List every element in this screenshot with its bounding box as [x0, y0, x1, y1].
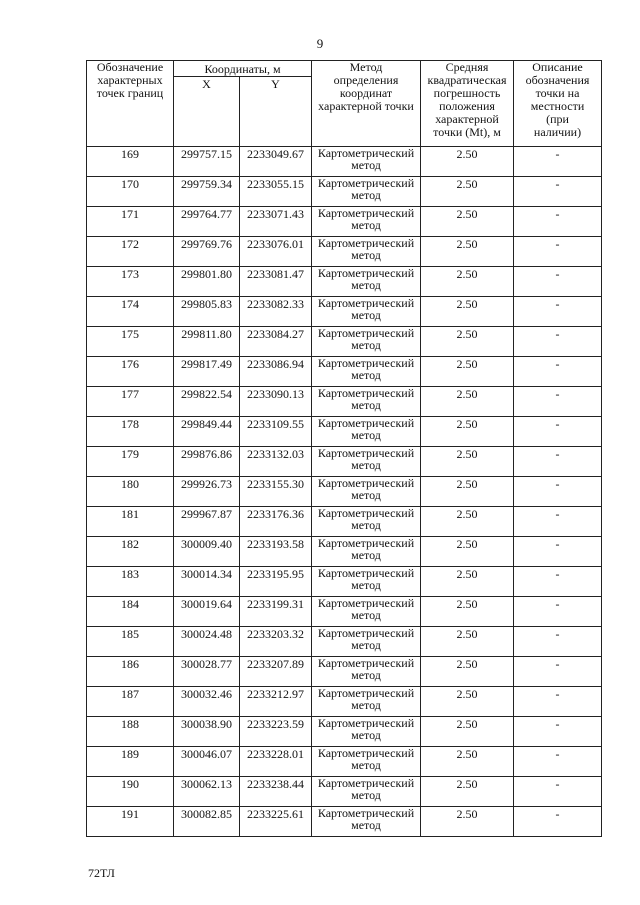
table-row — [87, 777, 602, 807]
point-number: 185 — [87, 627, 174, 657]
coord-x: 299769.76 — [174, 237, 240, 267]
method-cell — [312, 207, 421, 237]
coord-y: 2233223.59 — [240, 717, 312, 747]
description: - — [514, 627, 602, 657]
coord-x: 300046.07 — [174, 747, 240, 777]
coord-x: 300009.40 — [174, 537, 240, 567]
method-line-1: Картометрический — [317, 776, 415, 790]
method-line-1: Картометрический — [317, 266, 415, 280]
method-line-1: Картометрический — [317, 686, 415, 700]
method-cell — [312, 297, 421, 327]
table-row — [87, 567, 602, 597]
method-line-1: Картометрический — [317, 206, 415, 220]
table-body — [87, 147, 602, 837]
method-line-2: метод — [351, 668, 381, 682]
coord-x: 299817.49 — [174, 357, 240, 387]
header-coordinates: Координаты, м — [174, 61, 312, 77]
mean-error: 2.50 — [421, 417, 514, 447]
coord-y: 2233109.55 — [240, 417, 312, 447]
method-cell — [312, 327, 421, 357]
coord-x: 300019.64 — [174, 597, 240, 627]
point-number: 176 — [87, 357, 174, 387]
point-number: 187 — [87, 687, 174, 717]
footer-code: 72ТЛ — [88, 866, 115, 880]
coord-y: 2233084.27 — [240, 327, 312, 357]
coord-y: 2233155.30 — [240, 477, 312, 507]
point-number: 174 — [87, 297, 174, 327]
method-line-1: Картометрический — [317, 146, 415, 160]
method-cell — [312, 567, 421, 597]
method-cell — [312, 597, 421, 627]
coord-y: 2233081.47 — [240, 267, 312, 297]
mean-error: 2.50 — [421, 717, 514, 747]
method-line-2: метод — [351, 608, 381, 622]
coord-x: 299876.86 — [174, 447, 240, 477]
method-cell — [312, 267, 421, 297]
coord-x: 299822.54 — [174, 387, 240, 417]
coord-x: 300038.90 — [174, 717, 240, 747]
header-point-designation: Обозначение характерных точек границ — [87, 61, 174, 147]
table-row — [87, 207, 602, 237]
table-row — [87, 747, 602, 777]
description: - — [514, 267, 602, 297]
coord-y: 2233212.97 — [240, 687, 312, 717]
coord-x: 299805.83 — [174, 297, 240, 327]
description: - — [514, 357, 602, 387]
method-line-1: Картометрический — [317, 476, 415, 490]
point-number: 182 — [87, 537, 174, 567]
description: - — [514, 327, 602, 357]
mean-error: 2.50 — [421, 537, 514, 567]
coord-x: 299764.77 — [174, 207, 240, 237]
method-line-1: Картометрический — [317, 236, 415, 250]
point-number: 175 — [87, 327, 174, 357]
description: - — [514, 297, 602, 327]
description: - — [514, 747, 602, 777]
mean-error: 2.50 — [421, 387, 514, 417]
mean-error: 2.50 — [421, 777, 514, 807]
coord-y: 2233049.67 — [240, 147, 312, 177]
method-line-1: Картометрический — [317, 446, 415, 460]
method-cell — [312, 627, 421, 657]
mean-error: 2.50 — [421, 177, 514, 207]
coord-y: 2233207.89 — [240, 657, 312, 687]
coord-y: 2233071.43 — [240, 207, 312, 237]
method-cell — [312, 357, 421, 387]
coord-x: 299757.15 — [174, 147, 240, 177]
point-number: 173 — [87, 267, 174, 297]
point-number: 179 — [87, 447, 174, 477]
method-cell — [312, 747, 421, 777]
coord-y: 2233086.94 — [240, 357, 312, 387]
point-number: 178 — [87, 417, 174, 447]
coord-x: 300032.46 — [174, 687, 240, 717]
point-number: 169 — [87, 147, 174, 177]
point-number: 180 — [87, 477, 174, 507]
table-row — [87, 237, 602, 267]
method-line-2: метод — [351, 788, 381, 802]
method-line-2: метод — [351, 158, 381, 172]
mean-error: 2.50 — [421, 747, 514, 777]
header-method: Метод определения координат характерной точки — [312, 61, 421, 147]
table-row — [87, 657, 602, 687]
coord-y: 2233203.32 — [240, 627, 312, 657]
point-number: 186 — [87, 657, 174, 687]
mean-error: 2.50 — [421, 567, 514, 597]
method-line-1: Картометрический — [317, 806, 415, 820]
description: - — [514, 717, 602, 747]
coord-y: 2233225.61 — [240, 807, 312, 837]
method-line-2: метод — [351, 728, 381, 742]
method-line-2: метод — [351, 488, 381, 502]
coord-y: 2233176.36 — [240, 507, 312, 537]
method-cell — [312, 237, 421, 267]
coord-x: 299811.80 — [174, 327, 240, 357]
mean-error: 2.50 — [421, 687, 514, 717]
header-mean-error: Средняя квадратическая погрешность положения характерной точки (Mt), м — [421, 61, 514, 147]
method-line-1: Картометрический — [317, 716, 415, 730]
method-cell — [312, 807, 421, 837]
method-line-1: Картометрический — [317, 596, 415, 610]
mean-error: 2.50 — [421, 507, 514, 537]
table-row — [87, 537, 602, 567]
coord-x: 299759.34 — [174, 177, 240, 207]
point-number: 190 — [87, 777, 174, 807]
method-line-1: Картометрический — [317, 626, 415, 640]
method-line-2: метод — [351, 818, 381, 832]
method-line-1: Картометрический — [317, 176, 415, 190]
method-cell — [312, 507, 421, 537]
table-row — [87, 177, 602, 207]
method-line-1: Картометрический — [317, 416, 415, 430]
coord-x: 299926.73 — [174, 477, 240, 507]
table-row — [87, 297, 602, 327]
description: - — [514, 597, 602, 627]
description: - — [514, 207, 602, 237]
header-description: Описание обозначения точки на местности (при наличии) — [514, 61, 602, 147]
table-row — [87, 327, 602, 357]
coord-x: 299801.80 — [174, 267, 240, 297]
point-number: 170 — [87, 177, 174, 207]
method-line-1: Картометрический — [317, 506, 415, 520]
description: - — [514, 237, 602, 267]
coord-y: 2233199.31 — [240, 597, 312, 627]
mean-error: 2.50 — [421, 447, 514, 477]
method-line-2: метод — [351, 248, 381, 262]
mean-error: 2.50 — [421, 297, 514, 327]
description: - — [514, 537, 602, 567]
method-line-2: метод — [351, 308, 381, 322]
point-number: 171 — [87, 207, 174, 237]
description: - — [514, 567, 602, 597]
mean-error: 2.50 — [421, 807, 514, 837]
table-row — [87, 147, 602, 177]
method-line-2: метод — [351, 338, 381, 352]
description: - — [514, 807, 602, 837]
mean-error: 2.50 — [421, 207, 514, 237]
coord-y: 2233193.58 — [240, 537, 312, 567]
method-line-2: метод — [351, 428, 381, 442]
description: - — [514, 507, 602, 537]
method-line-1: Картометрический — [317, 386, 415, 400]
method-line-2: метод — [351, 758, 381, 772]
coord-y: 2233132.03 — [240, 447, 312, 477]
table-row — [87, 387, 602, 417]
point-number: 172 — [87, 237, 174, 267]
point-number: 191 — [87, 807, 174, 837]
mean-error: 2.50 — [421, 597, 514, 627]
method-cell — [312, 717, 421, 747]
coord-x: 300082.85 — [174, 807, 240, 837]
table-row — [87, 477, 602, 507]
description: - — [514, 657, 602, 687]
method-cell — [312, 417, 421, 447]
table-row — [87, 807, 602, 837]
coord-x: 300014.34 — [174, 567, 240, 597]
mean-error: 2.50 — [421, 357, 514, 387]
method-line-2: метод — [351, 698, 381, 712]
coord-x: 300024.48 — [174, 627, 240, 657]
description: - — [514, 417, 602, 447]
method-cell — [312, 177, 421, 207]
point-number: 188 — [87, 717, 174, 747]
table-row — [87, 687, 602, 717]
description: - — [514, 447, 602, 477]
description: - — [514, 777, 602, 807]
method-line-2: метод — [351, 218, 381, 232]
point-number: 177 — [87, 387, 174, 417]
coord-y: 2233228.01 — [240, 747, 312, 777]
description: - — [514, 387, 602, 417]
method-line-2: метод — [351, 548, 381, 562]
method-line-2: метод — [351, 278, 381, 292]
method-line-2: метод — [351, 368, 381, 382]
table-row — [87, 417, 602, 447]
method-cell — [312, 687, 421, 717]
point-number: 184 — [87, 597, 174, 627]
point-number: 181 — [87, 507, 174, 537]
coord-x: 300062.13 — [174, 777, 240, 807]
table-row — [87, 597, 602, 627]
page-number: 9 — [316, 36, 324, 51]
method-cell — [312, 147, 421, 177]
method-line-1: Картометрический — [317, 326, 415, 340]
method-line-2: метод — [351, 188, 381, 202]
method-cell — [312, 447, 421, 477]
mean-error: 2.50 — [421, 657, 514, 687]
description: - — [514, 147, 602, 177]
description: - — [514, 687, 602, 717]
coord-y: 2233076.01 — [240, 237, 312, 267]
method-line-1: Картометрический — [317, 356, 415, 370]
table-row — [87, 357, 602, 387]
mean-error: 2.50 — [421, 267, 514, 297]
coord-x: 299849.44 — [174, 417, 240, 447]
method-line-2: метод — [351, 518, 381, 532]
coord-x: 300028.77 — [174, 657, 240, 687]
coord-y: 2233082.33 — [240, 297, 312, 327]
mean-error: 2.50 — [421, 237, 514, 267]
mean-error: 2.50 — [421, 627, 514, 657]
point-number: 183 — [87, 567, 174, 597]
table-row — [87, 447, 602, 477]
point-number: 189 — [87, 747, 174, 777]
coord-y: 2233195.95 — [240, 567, 312, 597]
description: - — [514, 177, 602, 207]
table-row — [87, 507, 602, 537]
mean-error: 2.50 — [421, 147, 514, 177]
method-line-2: метод — [351, 638, 381, 652]
table-row — [87, 267, 602, 297]
method-line-1: Картометрический — [317, 746, 415, 760]
coord-y: 2233238.44 — [240, 777, 312, 807]
method-line-2: метод — [351, 578, 381, 592]
method-line-2: метод — [351, 398, 381, 412]
coord-x: 299967.87 — [174, 507, 240, 537]
coordinates-table — [86, 60, 602, 837]
method-cell — [312, 777, 421, 807]
method-cell — [312, 537, 421, 567]
mean-error: 2.50 — [421, 477, 514, 507]
method-line-1: Картометрический — [317, 566, 415, 580]
method-cell — [312, 477, 421, 507]
table-row — [87, 717, 602, 747]
method-line-1: Картометрический — [317, 296, 415, 310]
method-line-1: Картометрический — [317, 656, 415, 670]
coord-y: 2233090.13 — [240, 387, 312, 417]
table-row — [87, 627, 602, 657]
coord-y: 2233055.15 — [240, 177, 312, 207]
method-cell — [312, 387, 421, 417]
method-line-2: метод — [351, 458, 381, 472]
header-x: X — [174, 77, 240, 147]
header-y: Y — [240, 77, 312, 147]
method-line-1: Картометрический — [317, 536, 415, 550]
method-cell — [312, 657, 421, 687]
mean-error: 2.50 — [421, 327, 514, 357]
description: - — [514, 477, 602, 507]
